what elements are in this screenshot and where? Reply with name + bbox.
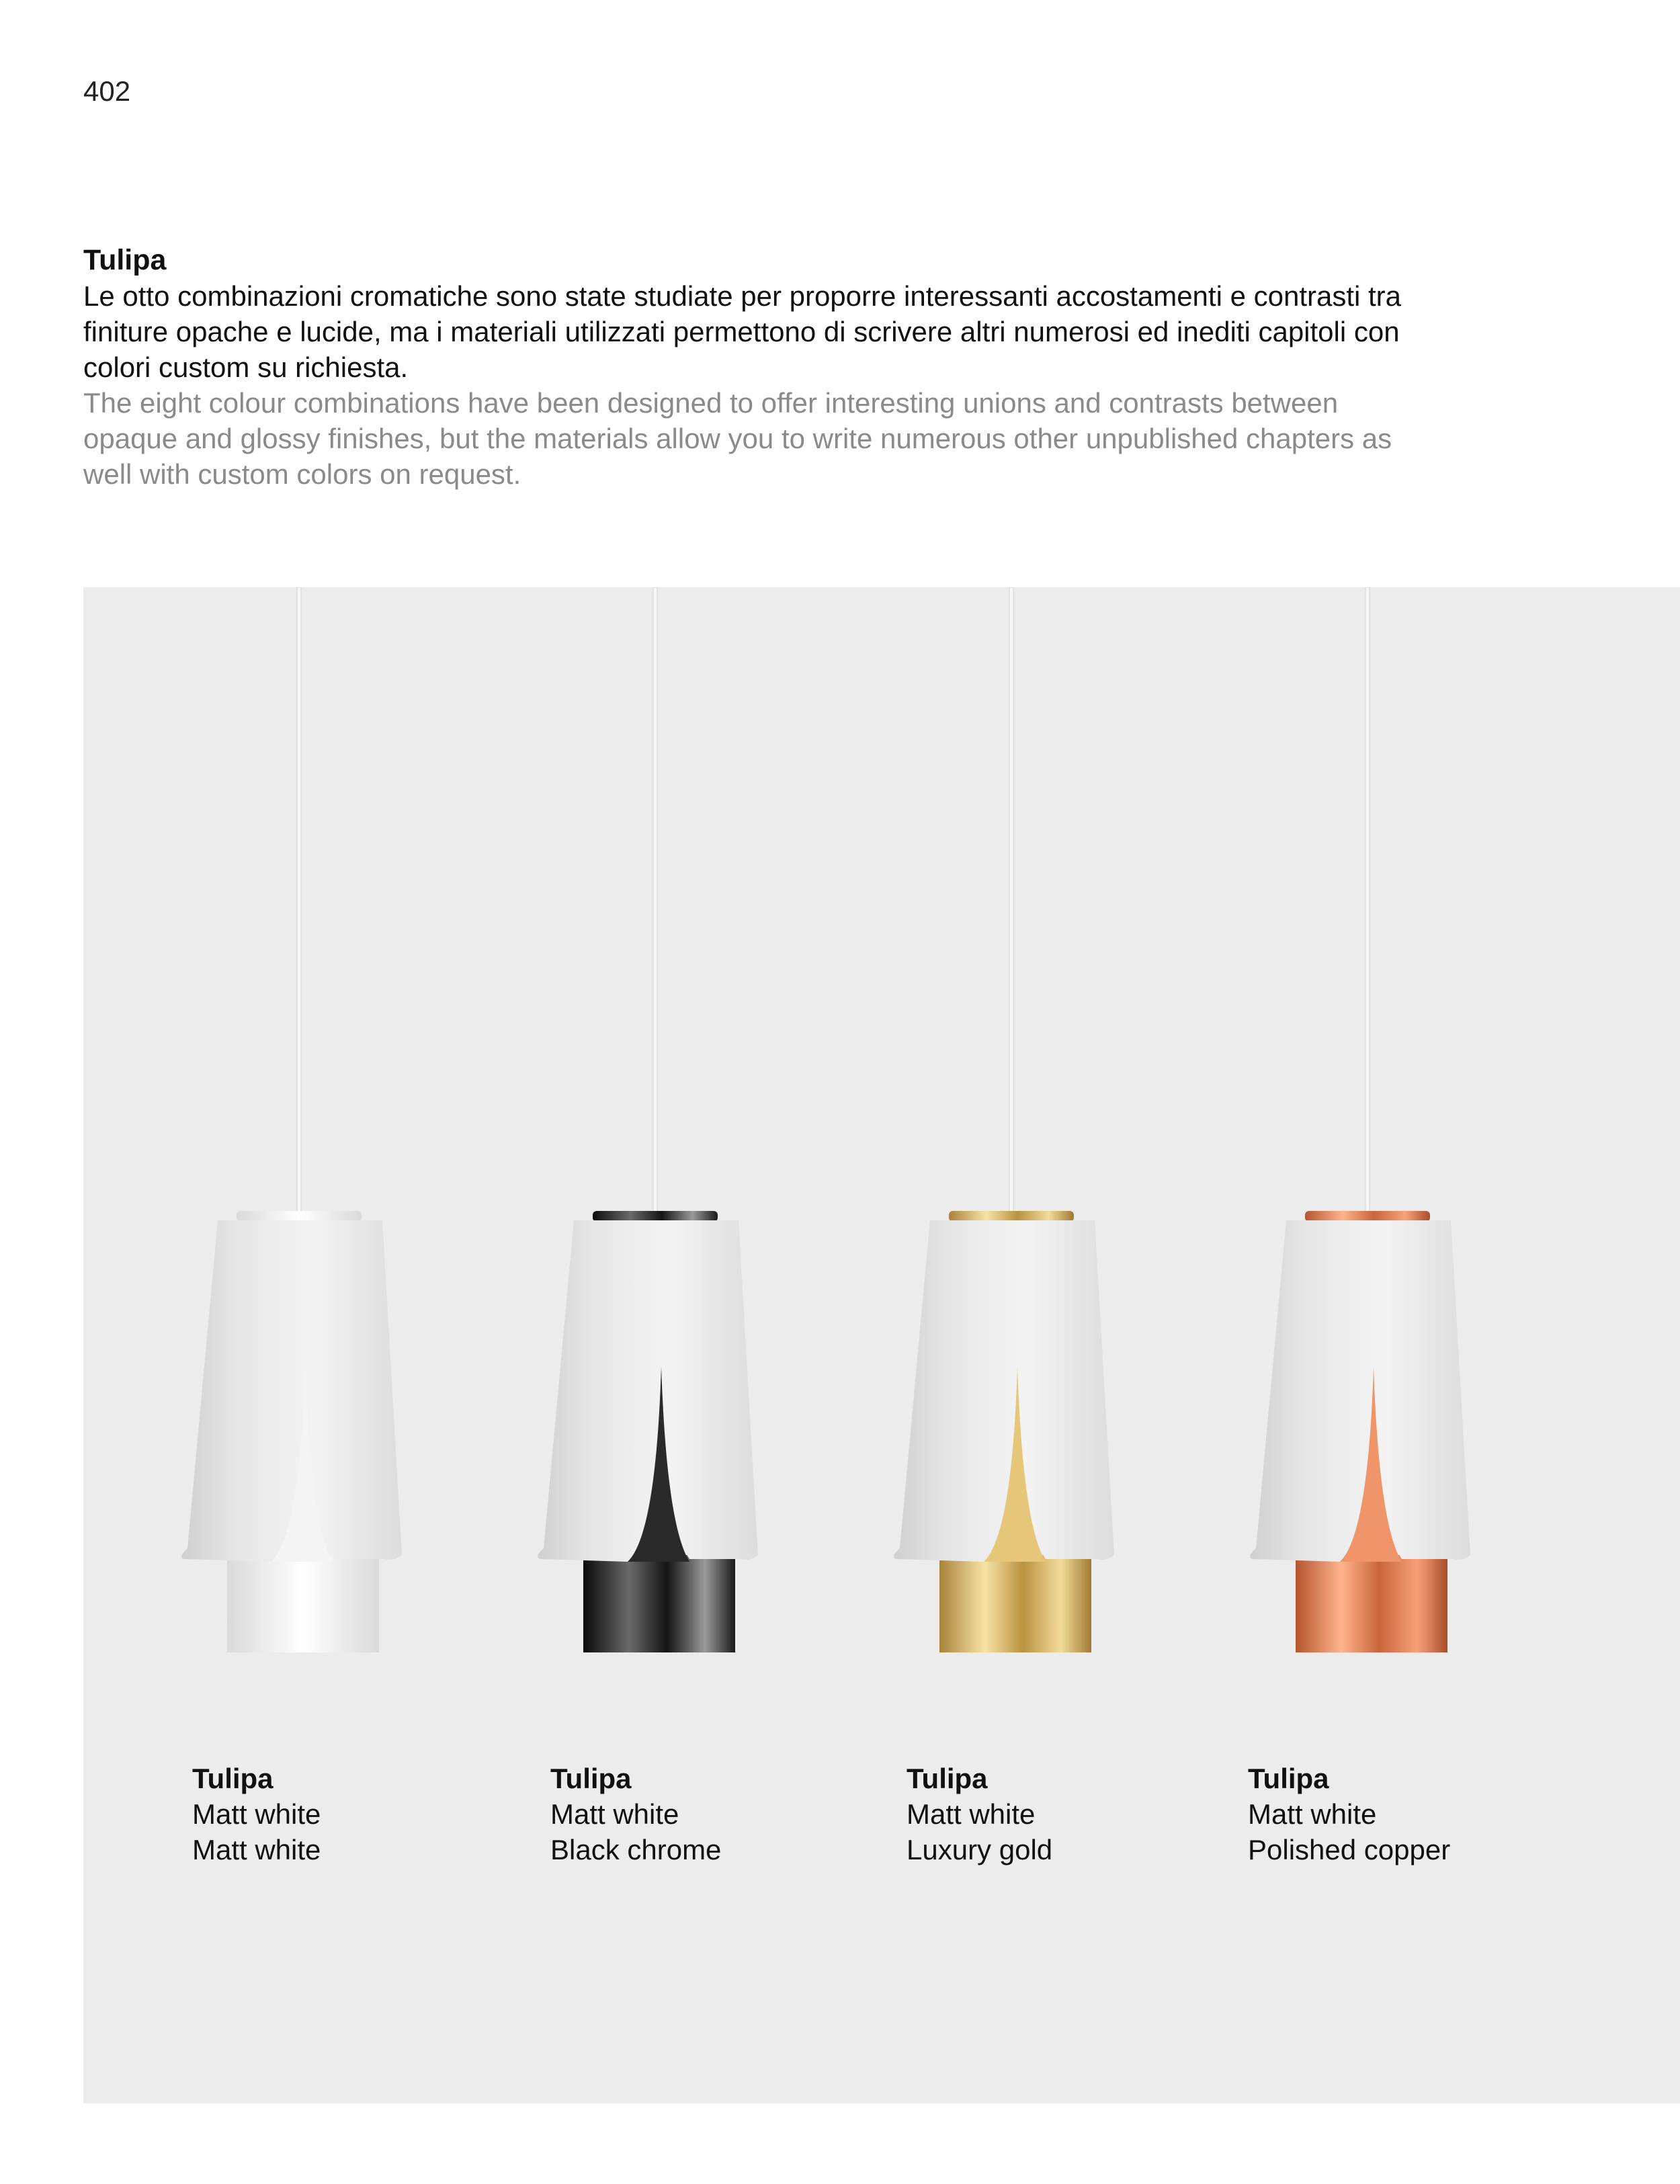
product-caption-1	[192, 1761, 321, 1867]
pendant-lamp-2	[538, 587, 758, 1652]
intro-italian-line: colori custom su richiesta.	[83, 351, 409, 383]
lamp-shade	[181, 1220, 402, 1562]
pendant-lamps-illustration	[83, 587, 1680, 1730]
product-name: Tulipa	[192, 1763, 274, 1794]
product-inner-finish: Matt white	[192, 1834, 321, 1865]
intro-italian-line: finiture opache e lucide, ma i materiali utilizzati permettono di scrivere altri numerosi ed inediti capitoli con	[83, 316, 1400, 347]
lamp-cable	[297, 587, 301, 1212]
lamp-inner-cylinder	[939, 1555, 1091, 1652]
product-inner-finish: Luxury gold	[907, 1834, 1053, 1865]
lamp-inner-cylinder	[1296, 1555, 1447, 1652]
lamp-inner-cylinder	[583, 1555, 735, 1652]
lamp-shade	[538, 1220, 758, 1562]
intro-italian-line: Le otto combinazioni cromatiche sono state studiate per proporre interessanti accostamenti e contrasti tra	[83, 280, 1402, 312]
lamp-inner-cylinder	[227, 1555, 379, 1652]
pendant-lamp-3	[894, 587, 1114, 1652]
product-name: Tulipa	[550, 1763, 632, 1794]
intro-title: Tulipa	[83, 244, 167, 276]
lamp-shade	[1250, 1220, 1470, 1562]
product-outer-finish: Matt white	[192, 1798, 321, 1830]
product-outer-finish: Matt white	[550, 1798, 679, 1830]
intro-english-line: well with custom colors on request.	[83, 458, 521, 490]
product-caption-4	[1248, 1761, 1450, 1867]
pendant-lamp-4	[1250, 587, 1470, 1652]
product-name: Tulipa	[907, 1763, 988, 1794]
product-outer-finish: Matt white	[907, 1798, 1036, 1830]
page-number: 402	[83, 75, 131, 107]
lamp-canopy-ring	[237, 1211, 362, 1222]
lamp-cable	[1009, 587, 1013, 1212]
lamp-canopy-ring	[593, 1211, 718, 1222]
lamp-canopy-ring	[1305, 1211, 1430, 1222]
lamp-canopy-ring	[949, 1211, 1074, 1222]
pendant-lamp-1	[181, 587, 402, 1652]
lamp-cable	[653, 587, 657, 1212]
lamp-cable	[1366, 587, 1370, 1212]
lamp-shade	[894, 1220, 1114, 1562]
product-inner-finish: Polished copper	[1248, 1834, 1451, 1865]
intro-text-block	[83, 242, 1481, 492]
product-photo-panel	[83, 587, 1680, 2103]
product-inner-finish: Black chrome	[550, 1834, 722, 1865]
product-caption-3	[907, 1761, 1052, 1867]
intro-english-line: The eight colour combinations have been designed to offer interesting unions and contrasts between	[83, 387, 1339, 419]
product-outer-finish: Matt white	[1248, 1798, 1377, 1830]
product-name: Tulipa	[1248, 1763, 1329, 1794]
intro-english-line: opaque and glossy finishes, but the materials allow you to write numerous other unpublished chapters as	[83, 423, 1392, 454]
product-caption-2	[550, 1761, 721, 1867]
